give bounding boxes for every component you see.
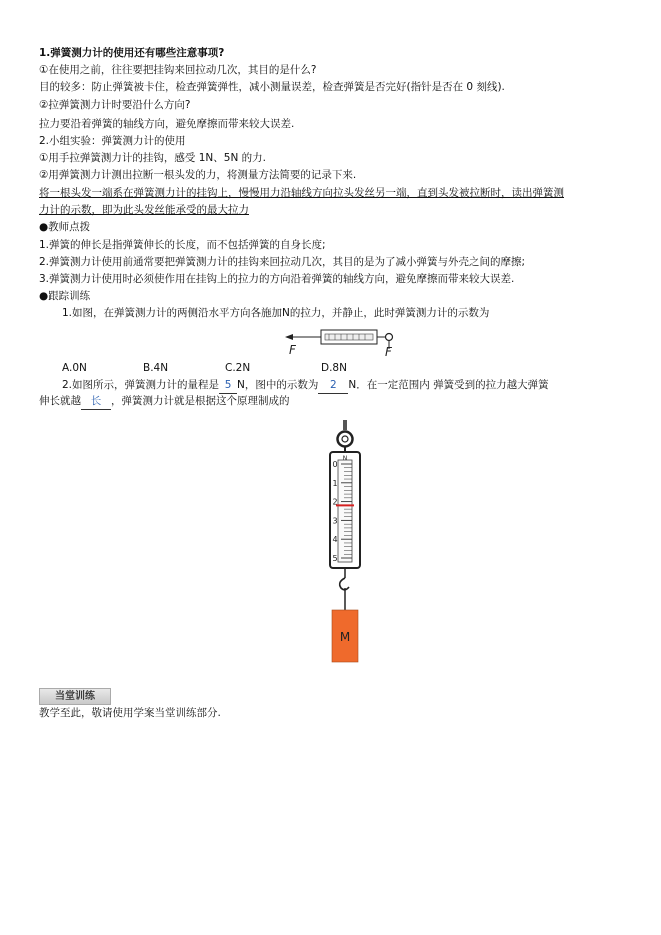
q2-text-1: 2.如图所示，弹簧测力计的量程是 bbox=[62, 379, 220, 391]
q2-text-2: N，图中的示数为 bbox=[237, 379, 319, 391]
option-b: B.4N bbox=[143, 362, 169, 374]
q1-text-after: 的拉力，并静止，此时弹簧测力计的示数为 bbox=[289, 307, 490, 319]
force-label-left: F bbox=[289, 343, 296, 357]
horizontal-spring-scale-figure bbox=[283, 326, 401, 358]
scale-number: 3 bbox=[332, 516, 338, 526]
experiment-answer-line-1: 将一根头发一端系在弹簧测力计的挂钩上，慢慢用力沿轴线方向拉头发丝另一端，直到头发被拉断时，读出弹簧测 bbox=[39, 187, 564, 199]
scale-unit-label: N bbox=[342, 455, 348, 462]
scale-number: 2 bbox=[332, 497, 338, 507]
tip-2: 2.弹簧测力计使用前通常要把弹簧测力计的挂钩来回拉动几次，其目的是为了减小弹簧与外壳之间的摩擦; bbox=[39, 256, 526, 268]
weight-label: M bbox=[339, 630, 351, 644]
q2-text-4: 伸长就越 bbox=[39, 395, 81, 407]
q2-text-5: ，弹簧测力计就是根据这个原理制成的 bbox=[111, 395, 290, 407]
q1-text-before: 1.如图，在弹簧测力计的两侧沿水平方向各施加 bbox=[62, 307, 283, 319]
tip-1: 1.弹簧的伸长是指弹簧伸长的长度，而不包括弹簧的自身长度; bbox=[39, 239, 326, 251]
scale-number: 5 bbox=[332, 554, 338, 563]
option-a: A.0N bbox=[62, 362, 87, 374]
experiment-title: 2.小组实验：弹簧测力计的使用 bbox=[39, 135, 186, 147]
q2-text-3: N．在一定范围内 弹簧受到的拉力越大弹簧 bbox=[348, 379, 549, 391]
teacher-tips-heading: ●教师点拨 bbox=[39, 221, 91, 233]
experiment-step-1: ①用手拉弹簧测力计的挂钩，感受 1N、5N 的力. bbox=[39, 152, 266, 164]
option-d: D.8N bbox=[321, 362, 347, 374]
experiment-answer-line-2: 力计的示数，即为此头发丝能承受的最大拉力 bbox=[39, 204, 249, 216]
q2-answer-reading: 2 bbox=[318, 378, 348, 394]
question-1a: ①在使用之前，往往要把挂钩来回拉动几次，其目的是什么? bbox=[39, 64, 317, 76]
tip-3: 3.弹簧测力计使用时必须使作用在挂钩上的拉力的方向沿着弹簧的轴线方向，避免摩擦而带来较大误差. bbox=[39, 273, 515, 285]
experiment-step-2: ②用弹簧测力计测出拉断一根头发的力，将测量方法简要的记录下来. bbox=[39, 169, 357, 181]
force-label-right: F bbox=[385, 345, 392, 358]
vertical-spring-scale-figure bbox=[310, 420, 380, 670]
question-q2-line-1 bbox=[62, 378, 549, 394]
q2-answer-longer: 长 bbox=[81, 394, 111, 410]
question-q2-line-2 bbox=[39, 394, 290, 410]
q1-unit: N bbox=[282, 307, 290, 319]
scale-number: 0 bbox=[332, 460, 338, 469]
q2-answer-range: 5 bbox=[219, 378, 237, 394]
question-q1 bbox=[62, 306, 489, 321]
section-tag: 当堂训练 bbox=[39, 688, 111, 705]
question-1b: ②拉弹簧测力计时要沿什么方向? bbox=[39, 99, 191, 111]
question-1-title: 1.弹簧测力计的使用还有哪些注意事项? bbox=[39, 47, 225, 59]
option-c: C.2N bbox=[225, 362, 251, 374]
scale-number: 4 bbox=[332, 535, 338, 545]
scale-number: 1 bbox=[332, 478, 338, 488]
answer-1b: 拉力要沿着弹簧的轴线方向，避免摩擦而带来较大误差. bbox=[39, 118, 295, 130]
follow-up-heading: ●跟踪训练 bbox=[39, 290, 91, 302]
closing-text: 教学至此，敬请使用学案当堂训练部分. bbox=[39, 707, 221, 719]
answer-1a: 目的较多：防止弹簧被卡住，检查弹簧弹性，减小测量误差，检查弹簧是否完好(指针是否在 0 刻线). bbox=[39, 81, 505, 93]
